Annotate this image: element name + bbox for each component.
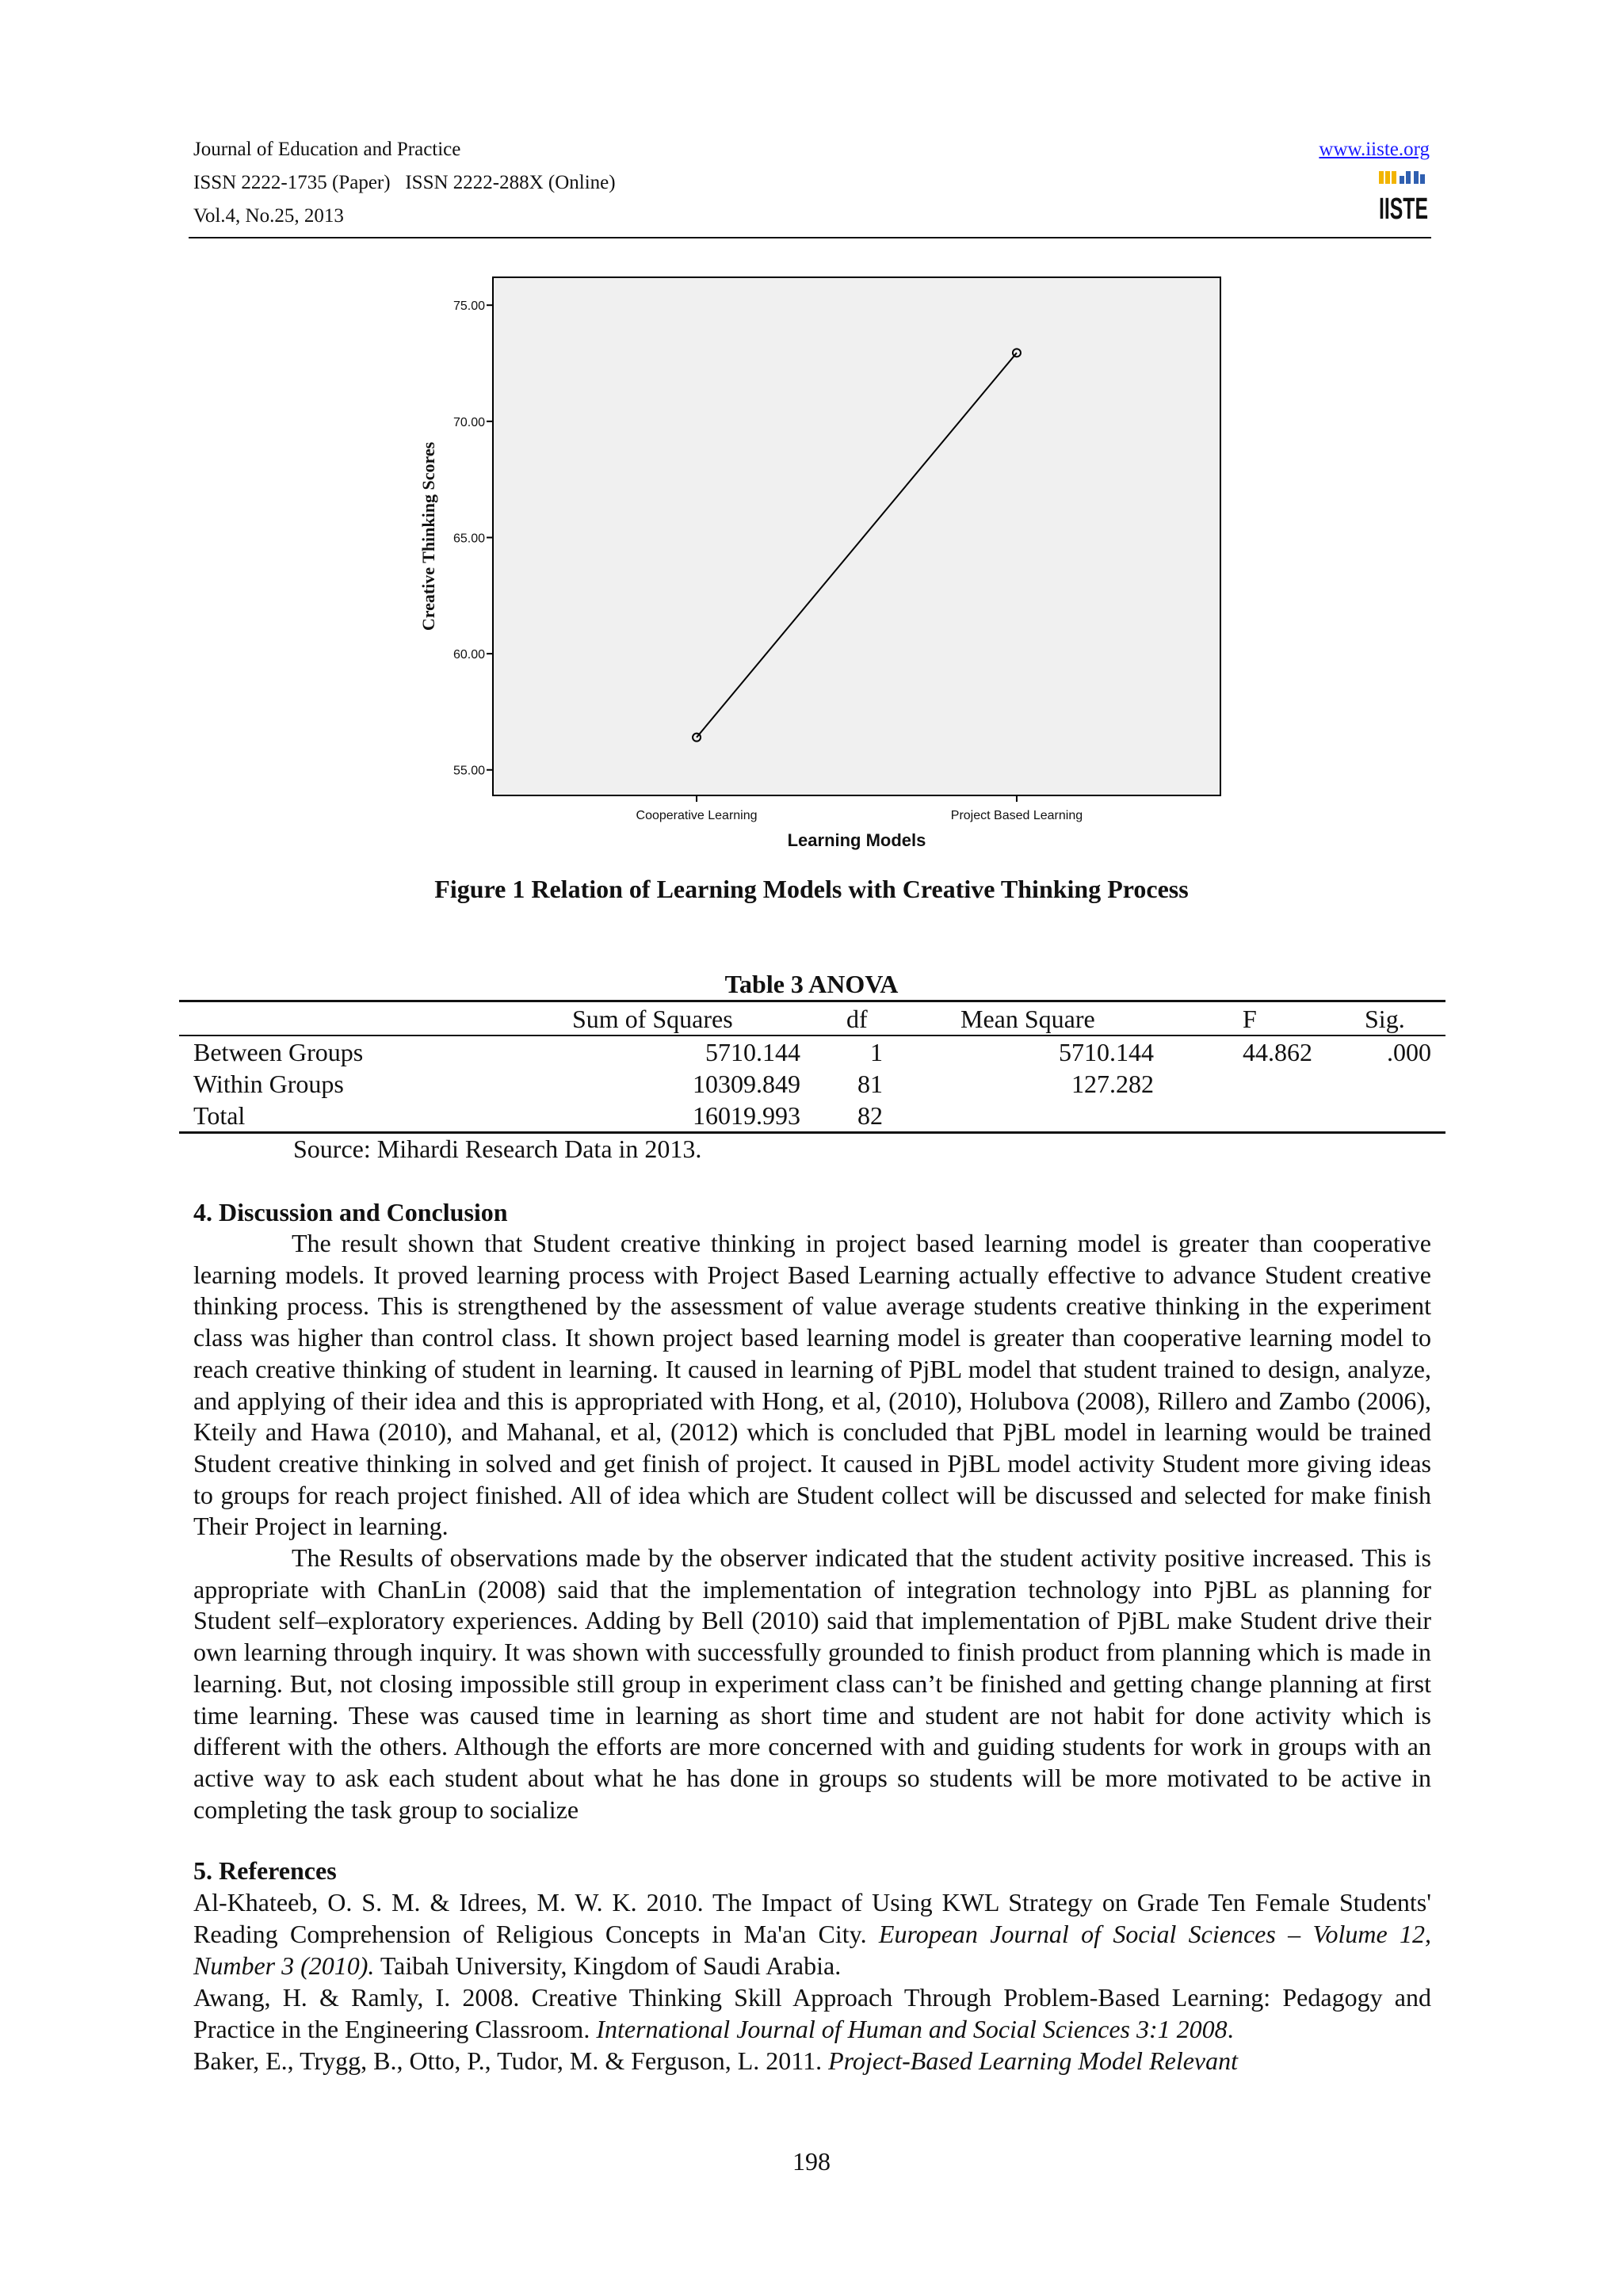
table-header-ms: Mean Square bbox=[960, 1005, 1095, 1033]
table-cell-sig: .000 bbox=[1387, 1038, 1431, 1066]
paragraph: The result shown that Student creative thinking in project based learning model is greater than cooperative learning models. It proved learning process with Project Based Learning actually effective to advance Student creative thinking process. This is strengthened by the assessment of value average students creative thinking in the experiment class was higher than control class. It shown project based learning model is greater than cooperative learning model to reach creative thinking of student in learning. It caused in learning of PjBL model that student trained to design, analyze, and applying of their idea and this is appropriated with Hong, et al, (2010), Holubova (2008), Rillero and Zambo (2006), Kteily and Hawa (2010), and Mahanal, et al, (2012) which is concluded that PjBL model in learning would be trained Student creative thinking in solved and get finish of project. It caused in PjBL model activity Student more giving ideas to groups for reach project finished. All of idea which are Student collect will be discussed and selected for make finish Their Project in learning. bbox=[193, 1229, 1431, 1541]
y-tick-label: 55.00 bbox=[453, 764, 485, 778]
x-axis-label: Learning Models bbox=[787, 830, 926, 850]
references-list bbox=[193, 1886, 1431, 2077]
x-tick-label: Project Based Learning bbox=[950, 809, 1083, 822]
section-body bbox=[193, 1228, 1431, 1825]
header-rule bbox=[189, 237, 1431, 238]
table-header-f: F bbox=[1243, 1005, 1257, 1033]
y-tick-label: 75.00 bbox=[453, 299, 485, 314]
reference-item: Awang, H. & Ramly, I. 2008. Creative Thinking Skill Approach Through Problem-Based Learning: Pedagogy and Practice in the Engineering Classroom. International Journal of Human and Social Sciences 3:1 2008. bbox=[193, 1983, 1431, 2043]
table-title: Table 3 ANOVA bbox=[724, 970, 899, 998]
line-chart bbox=[396, 269, 1236, 856]
table-cell-f: 44.862 bbox=[1243, 1038, 1312, 1066]
table-cell-df: 81 bbox=[857, 1070, 883, 1098]
section-heading: 4. Discussion and Conclusion bbox=[193, 1198, 508, 1226]
plot-area bbox=[493, 277, 1220, 795]
journal-name: Journal of Education and Practice bbox=[193, 139, 461, 160]
figure-caption: Figure 1 Relation of Learning Models with Creative Thinking Process bbox=[434, 875, 1189, 903]
y-axis bbox=[453, 299, 493, 778]
x-tick-label: Cooperative Learning bbox=[636, 809, 758, 822]
table-cell-ms: 5710.144 bbox=[1059, 1038, 1154, 1066]
table-cell-df: 82 bbox=[857, 1101, 883, 1130]
logo-wordmark: IISTE bbox=[1379, 193, 1428, 226]
reference-item: Al-Khateeb, O. S. M. & Idrees, M. W. K. 2010. The Impact of Using KWL Strategy on Grade Ten Female Students' Reading Comprehension of Religious Concepts in Ma'an City. European Journal of Social Sciences – Volume 12, Number 3 (2010). Taibah University, Kingdom of Saudi Arabia. bbox=[193, 1888, 1432, 1980]
table-cell-ss: 16019.993 bbox=[693, 1101, 800, 1130]
table-source: Source: Mihardi Research Data in 2013. bbox=[293, 1135, 702, 1163]
table-row-label: Within Groups bbox=[193, 1070, 344, 1098]
table-header-sig: Sig. bbox=[1365, 1005, 1405, 1033]
volume-line: Vol.4, No.25, 2013 bbox=[193, 205, 344, 227]
iiste-logo bbox=[1377, 170, 1430, 225]
y-axis-label: Creative Thinking Scores bbox=[418, 441, 438, 631]
table-cell-ss: 5710.144 bbox=[705, 1038, 800, 1066]
references-heading: 5. References bbox=[193, 1856, 337, 1885]
x-axis bbox=[636, 795, 1083, 822]
website-link[interactable]: www.iiste.org bbox=[1319, 139, 1430, 160]
iiste-logo-graphic bbox=[1377, 170, 1430, 225]
reference-item: Baker, E., Trygg, B., Otto, P., Tudor, M. & Ferguson, L. 2011. Project-Based Learning Model Relevant bbox=[193, 2046, 1238, 2075]
issn-line: ISSN 2222-1735 (Paper) ISSN 2222-288X (Online) bbox=[193, 172, 616, 193]
y-tick-label: 70.00 bbox=[453, 415, 485, 429]
y-tick-label: 60.00 bbox=[453, 648, 485, 662]
table-cell-ss: 10309.849 bbox=[693, 1070, 800, 1098]
page-number: 198 bbox=[792, 2147, 831, 2176]
y-tick-label: 65.00 bbox=[453, 532, 485, 546]
table-header-ss: Sum of Squares bbox=[572, 1005, 733, 1033]
table-cell-ms: 127.282 bbox=[1071, 1070, 1154, 1098]
table-top-rule bbox=[179, 1000, 1445, 1002]
figure-chart bbox=[396, 269, 1236, 856]
table-row-label: Total bbox=[193, 1101, 246, 1130]
table-header-df: df bbox=[846, 1005, 868, 1033]
table-row-label: Between Groups bbox=[193, 1038, 364, 1066]
table-cell-df: 1 bbox=[870, 1038, 883, 1066]
paragraph: The Results of observations made by the observer indicated that the student activity positive increased. This is appropriate with ChanLin (2008) said that the implementation of integration technology into PjBL as planning for Student self–exploratory experiences. Adding by Bell (2010) said that implementation of PjBL make Student drive their own learning through inquiry. It was shown with successfully grounded to finish product from planning which is made in learning. But, not closing impossible still group in experiment class can’t be finished and getting change planning at first time learning. These was caused time in learning as short time and student are not habit for done activity which is different with the others. Although the efforts are more concerned with and guiding students for work in groups with an active way to ask each student about what he has done in groups so students will be more motivated to be active in completing the task group to socialize bbox=[193, 1543, 1431, 1824]
